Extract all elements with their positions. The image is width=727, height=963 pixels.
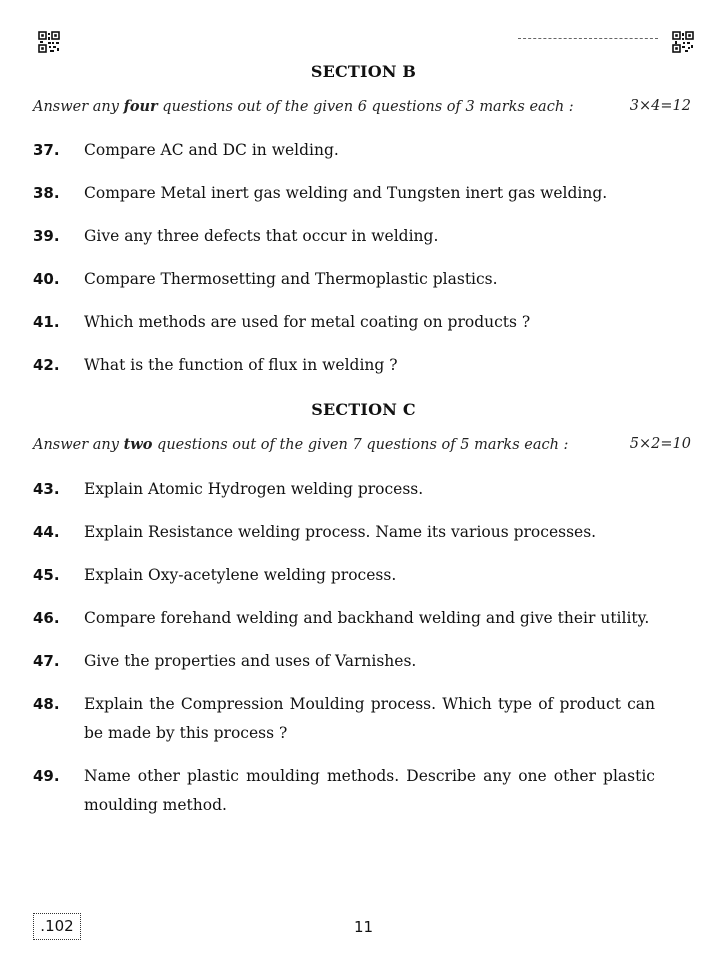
question-number: 44. (33, 523, 60, 541)
header-rule (518, 38, 658, 39)
section-b-instruction (33, 98, 691, 115)
instruction-text: Answer any (33, 437, 124, 453)
question-47 (33, 647, 655, 676)
question-text: Compare forehand welding and backhand welding and give their utility. (84, 609, 650, 627)
question-text: Compare Thermosetting and Thermoplastic plastics. (84, 270, 498, 288)
question-39 (33, 222, 655, 251)
question-40 (33, 265, 655, 294)
question-text: Name other plastic moulding methods. Describe any one other plastic moulding method. (84, 767, 655, 814)
section-c-instruction (33, 436, 691, 453)
question-number: 41. (33, 313, 60, 331)
question-text: Give any three defects that occur in welding. (84, 227, 439, 245)
question-number: 49. (33, 767, 60, 785)
question-number: 46. (33, 609, 60, 627)
question-text: What is the function of flux in welding ? (84, 356, 398, 374)
question-number: 37. (33, 141, 60, 159)
question-43 (33, 475, 655, 504)
question-text: Explain Oxy-acetylene welding process. (84, 566, 397, 584)
question-number: 39. (33, 227, 60, 245)
qr-code-icon (38, 31, 60, 53)
section-b-title: SECTION B (310, 62, 417, 81)
page-number: 11 (353, 918, 374, 936)
question-number: 40. (33, 270, 60, 288)
question-number: 42. (33, 356, 60, 374)
question-number: 38. (33, 184, 60, 202)
instruction-text: questions out of the given 6 questions of 3 marks each : (157, 99, 574, 115)
question-number: 48. (33, 695, 60, 713)
question-44 (33, 518, 655, 547)
question-46 (33, 604, 655, 633)
question-text: Explain the Compression Moulding process. Which type of product can be made by this process ? (84, 695, 655, 742)
qr-code-icon (672, 31, 694, 53)
section-b-marks: 3×4=12 (629, 98, 691, 114)
question-48 (33, 690, 655, 748)
instruction-emphasis: four (123, 98, 158, 115)
question-text: Compare AC and DC in welding. (84, 141, 339, 159)
question-49 (33, 762, 655, 820)
question-41 (33, 308, 655, 337)
section-c-title: SECTION C (311, 400, 416, 419)
question-number: 45. (33, 566, 60, 584)
question-text: Give the properties and uses of Varnishes. (84, 652, 417, 670)
question-38 (33, 179, 655, 208)
instruction-text: Answer any (33, 99, 124, 115)
question-text: Compare Metal inert gas welding and Tungsten inert gas welding. (84, 184, 608, 202)
question-45 (33, 561, 655, 590)
paper-code-box: .102 (33, 913, 81, 940)
question-42 (33, 351, 655, 380)
section-c-marks: 5×2=10 (629, 436, 691, 452)
question-text: Explain Resistance welding process. Name its various processes. (84, 523, 597, 541)
question-text: Which methods are used for metal coating on products ? (84, 313, 531, 331)
question-text: Explain Atomic Hydrogen welding process. (84, 480, 424, 498)
instruction-text: questions out of the given 7 questions of 5 marks each : (152, 437, 569, 453)
question-37 (33, 136, 655, 165)
question-number: 47. (33, 652, 60, 670)
question-number: 43. (33, 480, 60, 498)
instruction-emphasis: two (123, 436, 153, 453)
